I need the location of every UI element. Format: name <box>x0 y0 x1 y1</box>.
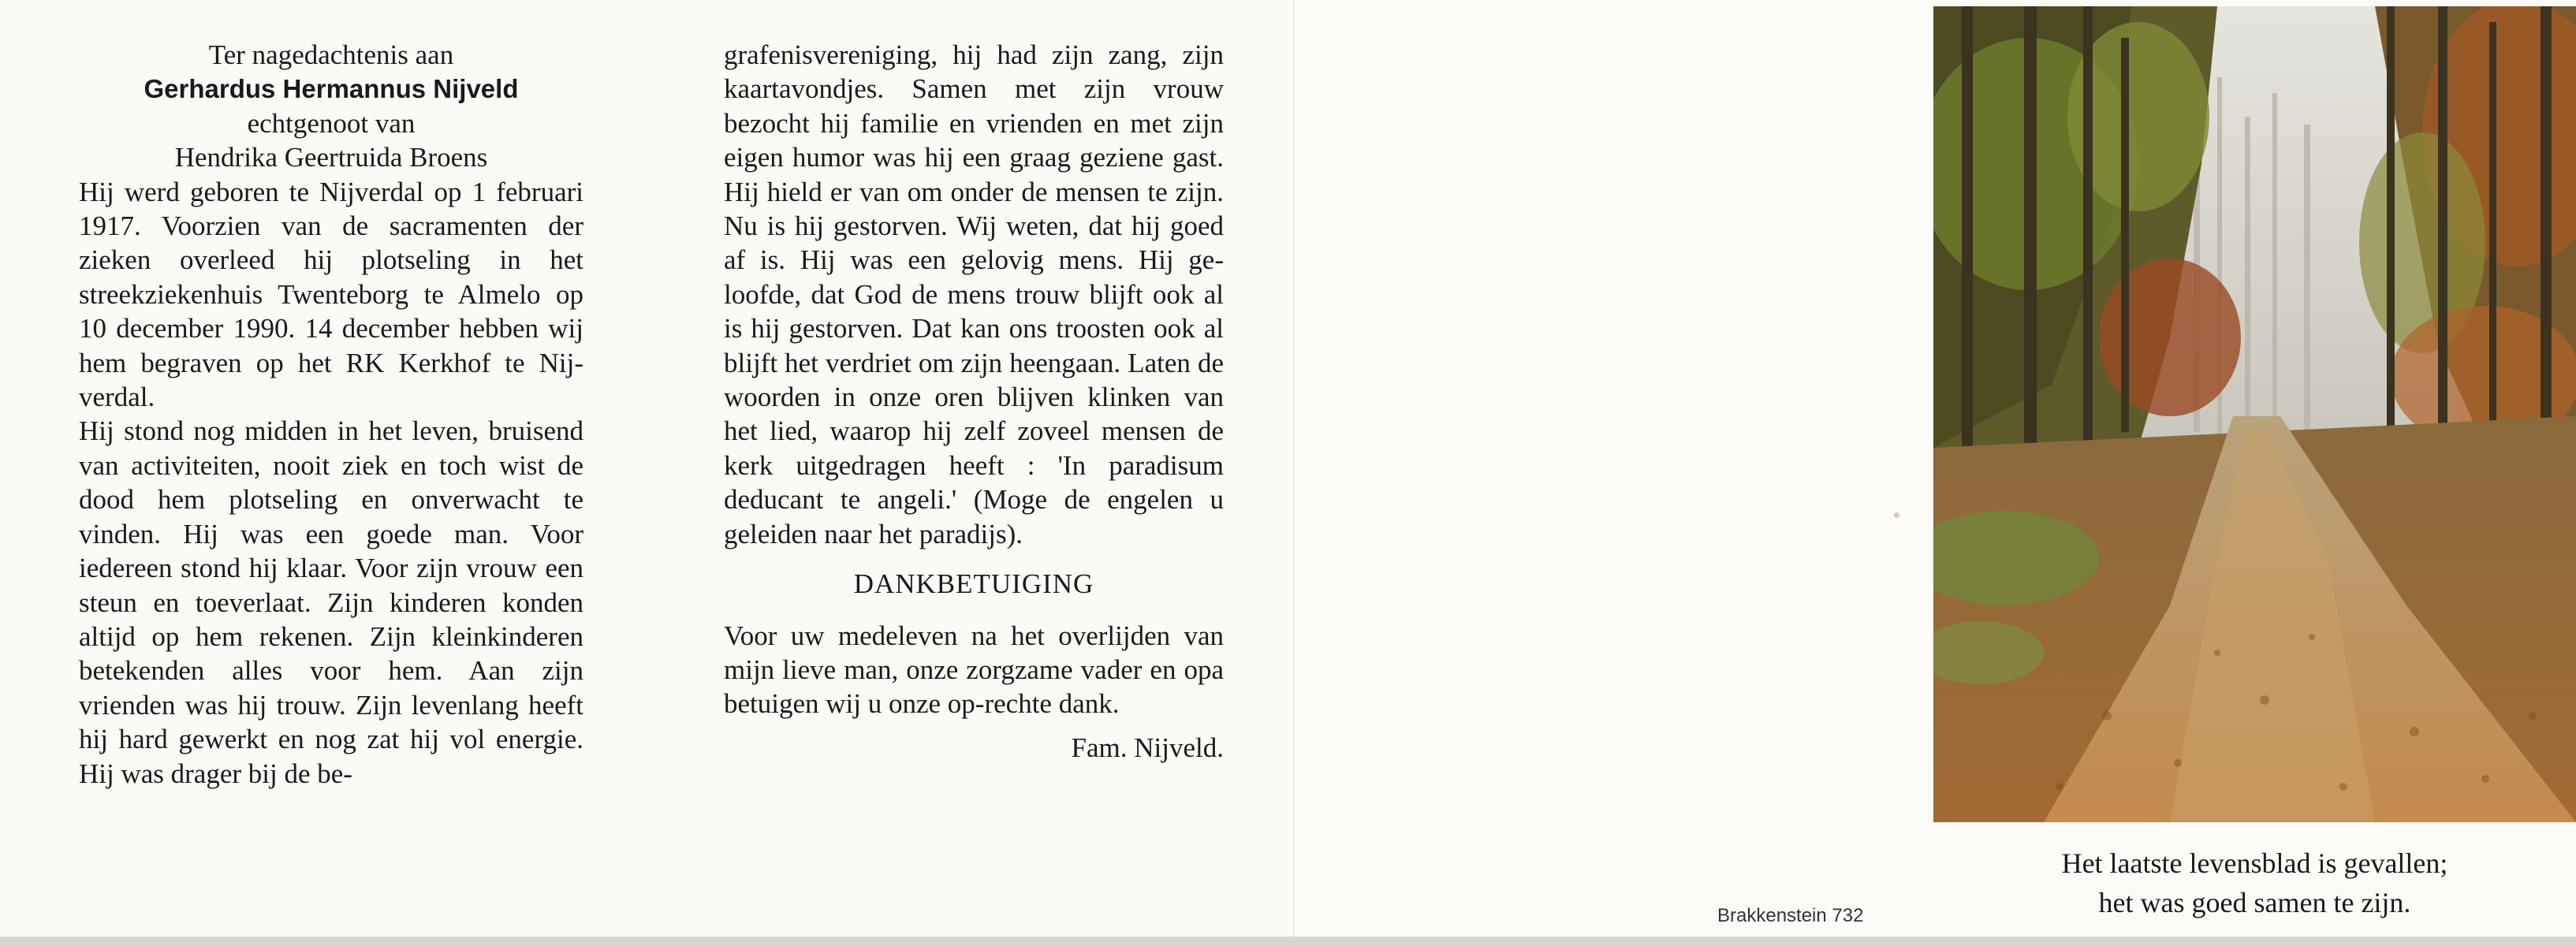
memorial-card-inner <box>0 0 1294 937</box>
intro-line: Ter nagedachtenis aan <box>208 39 454 70</box>
text-column-right <box>724 38 1224 765</box>
thanks-paragraph: Voor uw medeleven na het overlijden van mijn lieve man, onze zorgzame vader en opa betuigen wij u onze op-rechte dank. <box>724 620 1224 720</box>
forest-path-image <box>1933 6 2576 822</box>
paper-speck <box>1894 512 1899 518</box>
deceased-name: Gerhardus Hermannus Nijveld <box>144 74 519 104</box>
thanks-heading: DANKBETUIGING <box>853 568 1094 600</box>
family-signature: Fam. Nijveld. <box>1071 732 1224 763</box>
photo-caption <box>1933 844 2576 922</box>
spouse-name: Hendrika Geertruida Broens <box>174 142 488 173</box>
continuation-paragraph: grafenisvereniging, hij had zijn zang, zijn kaartavondjes. Samen met zijn vrouw bezocht hij familie en vrienden en met zijn eigen humor was hij een graag geziene gast. Hij hield er van om onder de mensen te zijn. Nu is hij gestorven. Wij weten, dat hij goed af is. Hij was een gelovig mens. Hij ge-loofde, dat God de mens trouw blijft ook al is hij gestorven. Dat kan ons troosten ook al blijft het verdriet om zijn heengaan. Laten de woorden in onze oren blijven klinken van het lied, waarop hij zelf zoveel mensen de kerk uitgedragen heeft : 'In paradisum deducant te angeli.' (Moge de engelen u geleiden naar het paradijs). <box>724 39 1224 549</box>
biography-paragraph: Hij werd geboren te Nijverdal op 1 februari 1917. Voorzien van de sacramenten der zieken overleed hij plotseling in het streekziekenhuis Twenteborg te Almelo op 10 december 1990. 14 december hebben wij hem begraven op het RK Kerkhof te Nij-verdal. <box>79 176 583 413</box>
caption-line: Het laatste levensblad is gevallen; <box>2061 847 2448 879</box>
forest-photo <box>1933 6 2576 822</box>
caption-line: het was goed samen te zijn. <box>2098 887 2411 918</box>
character-paragraph: Hij stond nog midden in het leven, bruisend van activiteiten, nooit ziek en toch wist de dood hem plotseling en onverwacht te vinden. Hij was een goede man. Voor iedereen stond hij klaar. Voor zijn vrouw een steun en toeverlaat. Zijn kinderen konden altijd op hem rekenen. Zijn kleinkinderen betekenden alles voor hem. Aan zijn vrienden was hij trouw. Zijn levenlang heeft hij hard gewerkt en nog zat hij vol energie. Hij was drager bij de be- <box>79 415 583 789</box>
relation-line: echtgenoot van <box>247 107 416 139</box>
printer-mark: Brakkenstein 732 <box>1717 905 1864 926</box>
text-column-left <box>79 38 583 791</box>
